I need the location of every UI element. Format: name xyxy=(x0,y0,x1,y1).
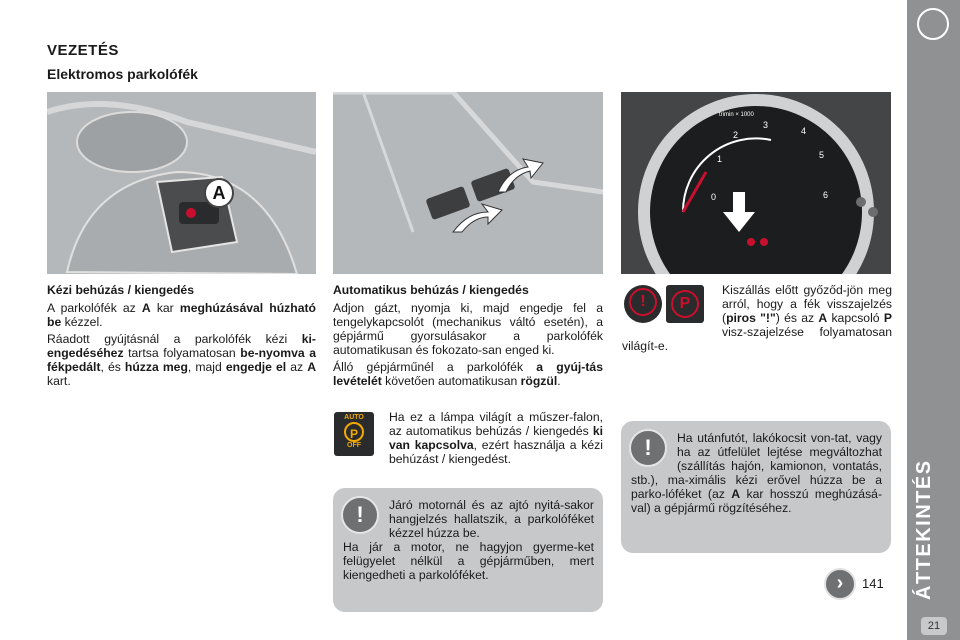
manual-heading: Kézi behúzás / kiengedés xyxy=(47,283,194,297)
auto-off-paragraph: Ha ez a lámpa világít a műszer-falon, az automatikus behúzás / kiengedés ki van kapcsolva, ezért használja a kézi behúzást / kiengedést. xyxy=(389,410,603,466)
page-number: 21 xyxy=(921,617,947,635)
note-engine-paragraph-1: Járó motornál és az ajtó nyitá-sakor hangjelzés hallatszik, a parkolóféket kézzel húzza be. xyxy=(389,498,594,540)
chapter-title: ÁTTEKINTÉS xyxy=(913,459,935,600)
note-trailer-paragraph: Ha utánfutót, lakókocsit von-tat, vagy ha az útfelület lejtése megváltozhat (szállítás hajón, kamionon, vontatás, stb.), ma-ximális kézi erővel húzza be a parko-lóféket (az A kar hosszú meghúzásá-val) a gépjármű rögzítéséhez. xyxy=(631,431,882,515)
tick-4: 4 xyxy=(801,126,807,136)
brake-warning-icon: ! xyxy=(624,285,662,323)
page-link-arrow-icon[interactable]: › xyxy=(824,568,856,600)
tick-5: 5 xyxy=(819,150,825,160)
column-manual xyxy=(47,283,316,388)
automatic-paragraph-1: Adjon gázt, nyomja ki, majd engedje fel a tengelykapcsolót (mechanikus váltó esetén), a gépjármű gyorsulásakor a parkolófék automatikusan és fokozato-san enged ki. xyxy=(333,301,603,357)
automatic-heading: Automatikus behúzás / kiengedés xyxy=(333,283,529,297)
column-automatic xyxy=(333,283,603,388)
console-illustration xyxy=(47,92,316,274)
page-title: Elektromos parkolófék xyxy=(47,66,198,82)
note-box-engine xyxy=(333,488,603,612)
instrument-cluster-illustration xyxy=(621,92,891,274)
section-title: VEZETÉS xyxy=(47,42,119,59)
manual-paragraph-2: Ráadott gyújtásnál a parkolófék kézi ki-engedéséhez tartsa folyamatosan be-nyomva a fékpedált, és húzza meg, majd engedje el az A kart. xyxy=(47,332,316,388)
tachometer-unit-label: trimin × 1000 xyxy=(719,112,754,118)
tick-3: 3 xyxy=(763,120,769,130)
note-engine-paragraph-2: Ha jár a motor, ne hagyjon gyerme-ket felügyelet nélkül a gépjárműben, mert kiengedheti a parkolóféket. xyxy=(343,540,594,582)
warning-icon: ! xyxy=(629,429,667,467)
parking-p-icon: P xyxy=(344,422,364,442)
tick-2: 2 xyxy=(733,130,739,140)
tick-6: 6 xyxy=(823,190,829,200)
note-box-trailer xyxy=(621,421,891,553)
tick-1: 1 xyxy=(717,154,723,164)
exit-check-paragraph: Kiszállás előtt győződ-jön meg arról, hogy a fék visszajelzés (piros "!") és az A kapcsoló P visz-szajelzése folyamatosan világít-e. xyxy=(622,283,892,353)
lever-a-badge: A xyxy=(204,178,234,208)
chapter-circle-icon xyxy=(917,8,949,40)
auto-off-icon: AUTO P OFF xyxy=(334,412,374,456)
automatic-paragraph-2: Álló gépjárműnél a parkolófék a gyúj-tás levételét követően automatikusan rögzül. xyxy=(333,360,603,388)
parking-brake-p-icon: P xyxy=(666,285,704,323)
tick-0: 0 xyxy=(711,192,717,202)
warning-icon: ! xyxy=(341,496,379,534)
pedals-illustration xyxy=(333,92,603,274)
chapter-sidebar xyxy=(907,0,960,640)
page-reference[interactable]: 141 xyxy=(862,576,884,591)
manual-paragraph-1: A parkolófék az A kar meghúzásával húzható be kézzel. xyxy=(47,301,316,329)
